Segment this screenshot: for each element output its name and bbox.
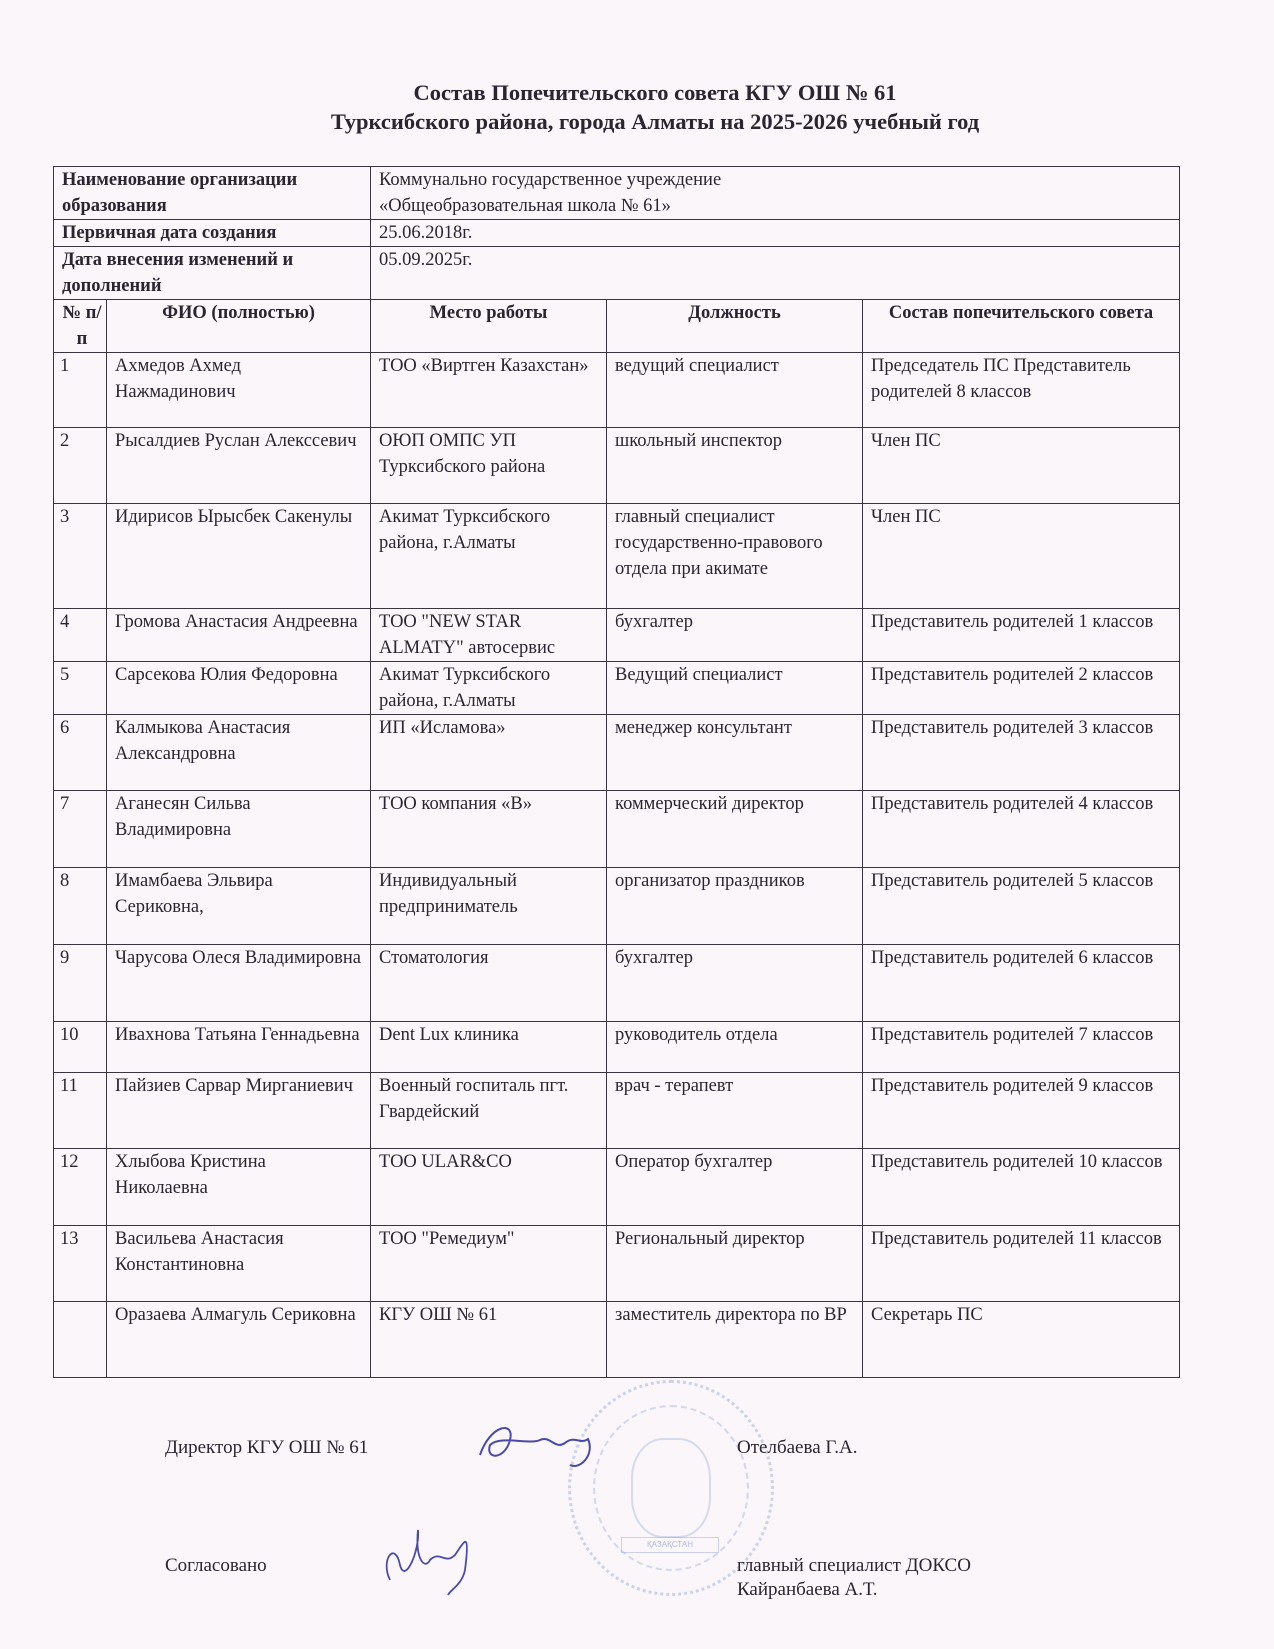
member-name: Идирисов Ырысбек Сакенулы [107, 504, 371, 609]
member-position: заместитель директора по ВР [607, 1302, 863, 1378]
member-name: Пайзиев Сарвар Мирганиевич [107, 1073, 371, 1149]
member-name: Хлыбова Кристина Николаевна [107, 1149, 371, 1226]
agreed-title [737, 1554, 971, 1602]
row-number: 12 [54, 1149, 107, 1226]
header-position: Должность [607, 300, 863, 353]
member-workplace: ИП «Исламова» [371, 715, 607, 791]
header-number: № п/п [54, 300, 107, 353]
stamp-banner: ҚАЗАҚСТАН [621, 1537, 719, 1553]
member-name: Чарусова Олеся Владимировна [107, 945, 371, 1022]
member-council-role: Член ПС [863, 504, 1180, 609]
stamp-emblem-icon [631, 1438, 711, 1538]
org-label: Наименование организации образования [54, 167, 371, 220]
title-line-1: Состав Попечительского совета КГУ ОШ № 61 [413, 80, 897, 105]
member-workplace: Индивидуальный предприниматель [371, 868, 607, 945]
agreed-title-text: главный специалист ДОКСО [737, 1555, 971, 1576]
member-position: Региональный директор [607, 1226, 863, 1302]
member-name: Сарсекова Юлия Федоровна [107, 662, 371, 715]
member-position: коммерческий директор [607, 791, 863, 868]
row-number: 3 [54, 504, 107, 609]
table-header-row [54, 300, 1180, 353]
member-workplace: Dent Lux клиника [371, 1022, 607, 1073]
table-row [54, 504, 1180, 609]
changed-label: Дата внесения изменений и дополнений [54, 247, 371, 300]
row-number [54, 1302, 107, 1378]
agreed-name: Кайранбаева А.Т. [737, 1579, 878, 1600]
row-number: 9 [54, 945, 107, 1022]
row-number: 7 [54, 791, 107, 868]
member-position: школьный инспектор [607, 428, 863, 504]
council-table [53, 166, 1180, 1378]
document-title [0, 78, 1274, 136]
table-row [54, 868, 1180, 945]
member-position: руководитель отдела [607, 1022, 863, 1073]
director-label: Директор КГУ ОШ № 61 [165, 1437, 369, 1458]
member-council-role: Представитель родителей 11 классов [863, 1226, 1180, 1302]
table-row [54, 945, 1180, 1022]
table-row [54, 1302, 1180, 1378]
member-position: врач - терапевт [607, 1073, 863, 1149]
member-position: Оператор бухгалтер [607, 1149, 863, 1226]
member-council-role: Представитель родителей 4 классов [863, 791, 1180, 868]
member-workplace: ТОО "Ремедиум" [371, 1226, 607, 1302]
table-row [54, 428, 1180, 504]
member-name: Ахмедов Ахмед Нажмадинович [107, 353, 371, 428]
member-name: Аганесян Сильва Владимировна [107, 791, 371, 868]
table-row [54, 1149, 1180, 1226]
member-workplace: ТОО «Виртген Казахстан» [371, 353, 607, 428]
member-name: Оразаева Алмагуль Сериковна [107, 1302, 371, 1378]
org-value-line-2: «Общеобразовательная школа № 61» [379, 196, 671, 216]
title-line-2: Турксибского района, города Алматы на 2025-2026 учебный год [330, 109, 980, 134]
table-row [54, 662, 1180, 715]
info-row-org [54, 167, 1180, 220]
member-council-role: Представитель родителей 2 классов [863, 662, 1180, 715]
member-position: бухгалтер [607, 945, 863, 1022]
member-workplace: ОЮП ОМПС УП Турксибского района [371, 428, 607, 504]
member-position: главный специалист государственно-правового отдела при акимате [607, 504, 863, 609]
agreed-label: Согласовано [165, 1555, 267, 1576]
member-name: Васильева Анастасия Константиновна [107, 1226, 371, 1302]
member-council-role: Представитель родителей 6 классов [863, 945, 1180, 1022]
org-value-line-1: Коммунально государственное учреждение [379, 170, 722, 190]
member-workplace: ТОО ULAR&CO [371, 1149, 607, 1226]
member-position: ведущий специалист [607, 353, 863, 428]
row-number: 4 [54, 609, 107, 662]
member-position: Ведущий специалист [607, 662, 863, 715]
member-council-role: Представитель родителей 1 классов [863, 609, 1180, 662]
row-number: 11 [54, 1073, 107, 1149]
member-council-role: Представитель родителей 7 классов [863, 1022, 1180, 1073]
table-row [54, 609, 1180, 662]
table-row [54, 353, 1180, 428]
row-number: 6 [54, 715, 107, 791]
header-role: Состав попечительского совета [863, 300, 1180, 353]
org-value [371, 167, 1180, 220]
header-work: Место работы [371, 300, 607, 353]
table-row [54, 1022, 1180, 1073]
created-label: Первичная дата создания [54, 220, 371, 247]
table-row [54, 715, 1180, 791]
table-row [54, 791, 1180, 868]
member-workplace: Акимат Турксибского района, г.Алматы [371, 504, 607, 609]
member-position: организатор праздников [607, 868, 863, 945]
member-council-role: Представитель родителей 3 классов [863, 715, 1180, 791]
director-signature-icon [470, 1415, 610, 1475]
info-row-changed [54, 247, 1180, 300]
member-council-role: Представитель родителей 9 классов [863, 1073, 1180, 1149]
member-council-role: Представитель родителей 10 классов [863, 1149, 1180, 1226]
member-council-role: Член ПС [863, 428, 1180, 504]
member-council-role: Секретарь ПС [863, 1302, 1180, 1378]
member-council-role: Представитель родителей 5 классов [863, 868, 1180, 945]
table-row [54, 1073, 1180, 1149]
row-number: 1 [54, 353, 107, 428]
info-row-created [54, 220, 1180, 247]
table-row [54, 1226, 1180, 1302]
member-name: Калмыкова Анастасия Александровна [107, 715, 371, 791]
agreed-signature-icon [370, 1520, 490, 1600]
changed-value: 05.09.2025г. [371, 247, 1180, 300]
member-position: менеджер консультант [607, 715, 863, 791]
member-name: Имамбаева Эльвира Сериковна, [107, 868, 371, 945]
row-number: 10 [54, 1022, 107, 1073]
header-name: ФИО (полностью) [107, 300, 371, 353]
member-name: Рысалдиев Руслан Алекссевич [107, 428, 371, 504]
member-position: бухгалтер [607, 609, 863, 662]
member-workplace: Военный госпиталь пгт. Гвардейский [371, 1073, 607, 1149]
row-number: 13 [54, 1226, 107, 1302]
member-name: Ивахнова Татьяна Геннадьевна [107, 1022, 371, 1073]
member-name: Громова Анастасия Андреевна [107, 609, 371, 662]
member-workplace: ТОО компания «В» [371, 791, 607, 868]
member-workplace: Акимат Турксибского района, г.Алматы [371, 662, 607, 715]
member-council-role: Председатель ПС Представитель родителей 8 классов [863, 353, 1180, 428]
member-workplace: Стоматология [371, 945, 607, 1022]
row-number: 2 [54, 428, 107, 504]
row-number: 5 [54, 662, 107, 715]
member-workplace: КГУ ОШ № 61 [371, 1302, 607, 1378]
member-workplace: ТОО "NEW STAR ALMATY" автосервис [371, 609, 607, 662]
row-number: 8 [54, 868, 107, 945]
director-name: Отелбаева Г.А. [737, 1437, 858, 1458]
created-value: 25.06.2018г. [371, 220, 1180, 247]
